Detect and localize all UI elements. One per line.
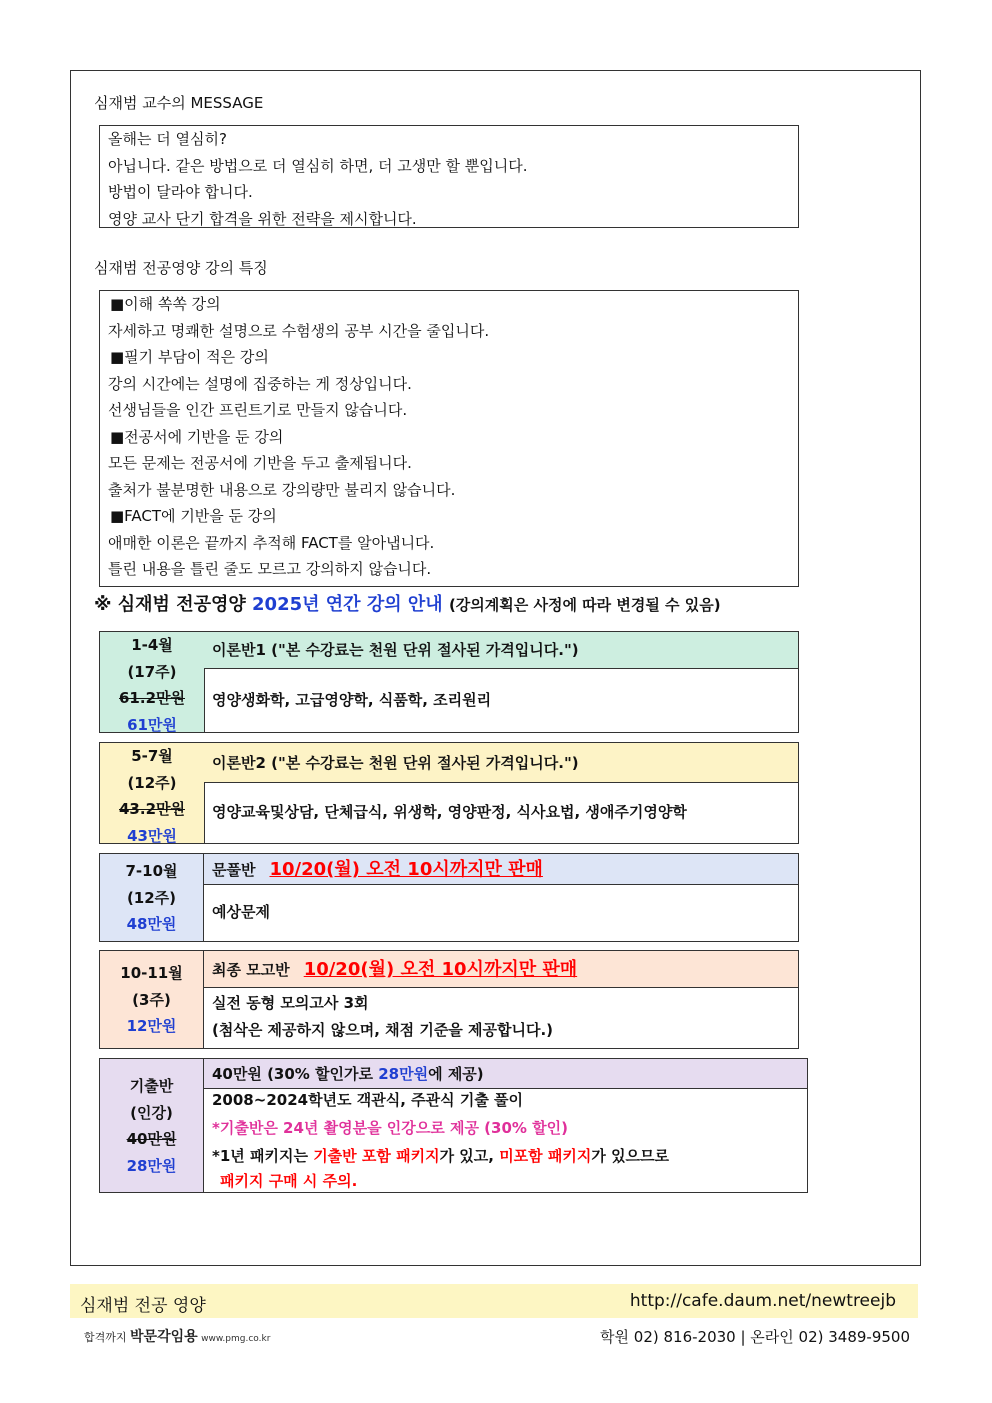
weeks: (12주) bbox=[127, 773, 177, 792]
message-box bbox=[99, 125, 799, 228]
feature-heading: ■이해 쏙쏙 강의 bbox=[110, 295, 221, 313]
course-theory2 bbox=[99, 742, 799, 844]
course-content-line: 2008~2024학년도 객관식, 주관식 기출 풀이 bbox=[212, 1091, 524, 1109]
message-line: 방법이 달라야 합니다. bbox=[108, 183, 253, 201]
course-content: 예상문제 bbox=[212, 903, 270, 921]
message-title: 심재범 교수의 MESSAGE bbox=[94, 94, 264, 112]
publisher-logo bbox=[84, 1326, 270, 1346]
course-theory1-summary bbox=[100, 632, 205, 732]
price: 61만원 bbox=[127, 715, 177, 734]
message-line: 아닙니다. 같은 방법으로 더 열심히 하면, 더 고생만 할 뿐입니다. bbox=[108, 156, 528, 175]
logo-brand-sub: 임용 bbox=[170, 1329, 198, 1345]
feature-heading: ■필기 부담이 적은 강의 bbox=[110, 348, 269, 366]
course-content-line: *기출반은 24년 촬영분을 인강으로 제공 (30% 할인) bbox=[212, 1119, 568, 1137]
logo-url: www.pmg.co.kr bbox=[201, 1334, 271, 1344]
text-part: 가 있으므로 bbox=[591, 1147, 670, 1165]
course-theory2-summary bbox=[100, 743, 205, 843]
feature-line: 선생님들을 인간 프린트기로 만들지 않습니다. bbox=[108, 401, 408, 419]
course-past-summary bbox=[100, 1059, 204, 1192]
title-part: 40만원 (30% 할인가로 bbox=[212, 1065, 379, 1083]
course-type: (인강) bbox=[130, 1103, 173, 1122]
feature-line: 자세하고 명쾌한 설명으로 수험생의 공부 시간을 줄입니다. bbox=[108, 321, 490, 340]
logo-brand: 박문각 bbox=[130, 1329, 171, 1345]
course-content-line: 실전 동형 모의고사 3회 bbox=[212, 994, 369, 1012]
course-title: 문풀반 bbox=[212, 861, 256, 879]
course-title-row bbox=[204, 951, 798, 988]
original-price: 43.2만원 bbox=[119, 800, 185, 818]
message-line: 올해는 더 열심히? bbox=[108, 130, 227, 148]
price: 12만원 bbox=[126, 1017, 177, 1035]
features-title: 심재범 전공영양 강의 특징 bbox=[94, 259, 268, 277]
notice-note: (강의계획은 사정에 따라 변경될 수 있음) bbox=[448, 596, 721, 614]
contact-numbers: 학원 02) 816-2030 | 온라인 02) 3489-9500 bbox=[600, 1328, 910, 1346]
course-title-row bbox=[204, 854, 798, 885]
sale-deadline: 10/20(월) 오전 10시까지만 판매 bbox=[269, 859, 543, 880]
weeks: (12주) bbox=[126, 888, 177, 907]
period: 1-4월 bbox=[131, 636, 173, 654]
course-title: 이론반1 ("본 수강료는 천원 단위 절사된 가격입니다.") bbox=[204, 632, 798, 669]
course-mock-summary bbox=[100, 951, 204, 1048]
course-problem-summary bbox=[100, 854, 204, 941]
price: 48만원 bbox=[126, 915, 177, 933]
price: 43만원 bbox=[127, 826, 177, 845]
sale-deadline: 10/20(월) 오전 10시까지만 판매 bbox=[303, 959, 578, 980]
title-part: 에 제공) bbox=[428, 1065, 484, 1083]
text-part: 가 있고, bbox=[439, 1147, 500, 1165]
course-name: 기출반 bbox=[129, 1077, 174, 1095]
price: 28만원 bbox=[126, 1156, 177, 1175]
period: 7-10월 bbox=[125, 862, 178, 880]
package-excluded: 미포함 패키지 bbox=[499, 1147, 592, 1165]
course-content-line: 패키지 구매 시 주의. bbox=[220, 1172, 358, 1190]
course-title-row bbox=[204, 1059, 807, 1089]
feature-line: 애매한 이론은 끝까지 추적해 FACT를 알아냅니다. bbox=[108, 533, 435, 552]
course-mock bbox=[99, 950, 799, 1049]
cafe-link[interactable]: http://cafe.daum.net/newtreejb bbox=[629, 1291, 896, 1311]
text-part: *1년 패키지는 bbox=[212, 1147, 314, 1165]
feature-heading: ■FACT에 기반을 둔 강의 bbox=[110, 507, 277, 525]
notice-highlight: 2025년 연간 강의 안내 bbox=[252, 594, 443, 615]
course-past bbox=[99, 1058, 808, 1193]
weeks: (3주) bbox=[132, 990, 171, 1009]
course-theory1 bbox=[99, 631, 799, 733]
weeks: (17주) bbox=[127, 662, 177, 681]
feature-line: 출처가 불분명한 내용으로 강의량만 불리지 않습니다. bbox=[108, 480, 456, 499]
period: 5-7월 bbox=[131, 747, 173, 765]
period: 10-11월 bbox=[120, 964, 183, 982]
package-included: 기출반 포함 패키지 bbox=[313, 1147, 440, 1165]
feature-line: 틀린 내용을 틀린 줄도 모르고 강의하지 않습니다. bbox=[108, 560, 432, 578]
feature-heading: ■전공서에 기반을 둔 강의 bbox=[110, 427, 284, 446]
course-title: 최종 모고반 bbox=[212, 961, 290, 979]
logo-prefix: 합격까지 bbox=[84, 1331, 127, 1344]
course-content-line: (첨삭은 제공하지 않으며, 채점 기준을 제공합니다.) bbox=[212, 1021, 554, 1039]
feature-line: 강의 시간에는 설명에 집중하는 게 정상입니다. bbox=[108, 374, 412, 393]
course-content: 영양교육및상담, 단체급식, 위생학, 영양판정, 식사요법, 생애주기영양학 bbox=[212, 803, 687, 821]
features-box bbox=[99, 290, 799, 587]
course-content-line bbox=[212, 1142, 807, 1170]
course-title: 이론반2 ("본 수강료는 천원 단위 절사된 가격입니다.") bbox=[204, 743, 798, 783]
course-content bbox=[204, 1088, 807, 1192]
notice-prefix: ※ 심재범 전공영양 bbox=[94, 594, 246, 615]
feature-line: 모든 문제는 전공서에 기반을 두고 출제됩니다. bbox=[108, 454, 412, 472]
course-problem bbox=[99, 853, 799, 942]
original-price: 61.2만원 bbox=[119, 689, 185, 707]
course-content: 영양생화학, 고급영양학, 식품학, 조리원리 bbox=[212, 691, 492, 709]
discount-price: 28만원 bbox=[378, 1065, 429, 1083]
annual-notice-heading bbox=[94, 590, 721, 616]
course-content bbox=[204, 987, 798, 1048]
footer-title: 심재범 전공 영양 bbox=[80, 1296, 206, 1316]
original-price: 40만원 bbox=[126, 1130, 177, 1148]
message-line: 영양 교사 단기 합격을 위한 전략을 제시합니다. bbox=[108, 209, 417, 228]
